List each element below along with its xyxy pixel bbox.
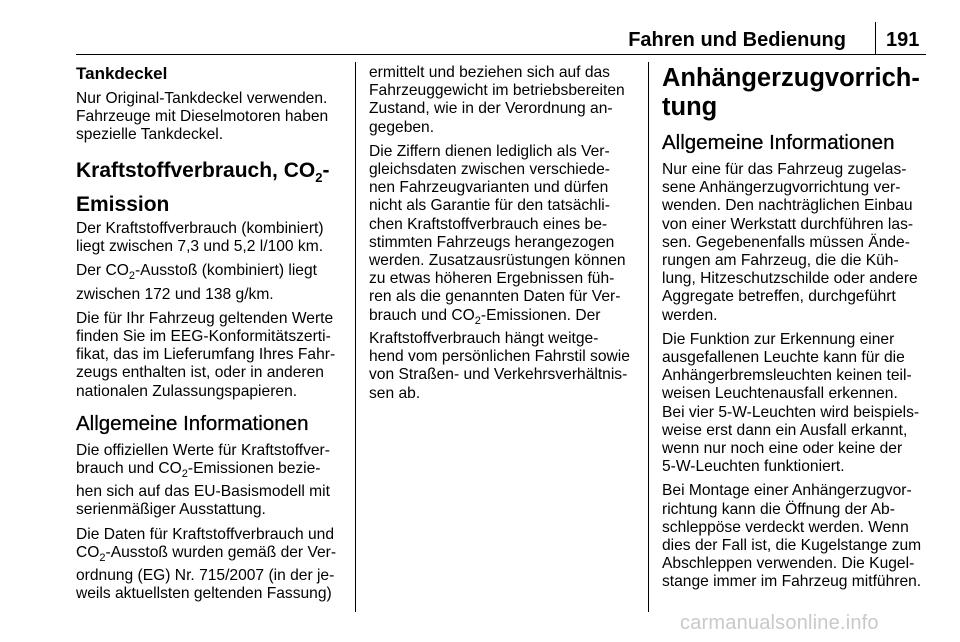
text-line: zeugs enthalten ist, oder in anderen (76, 364, 324, 382)
text-line: sen. Gegebenenfalls müssen Ände- (662, 233, 910, 251)
text-line: ren als die genannten Daten für Ver- (369, 288, 621, 306)
text-line: sen ab. (369, 384, 421, 402)
text-line: Die Ziffern dienen lediglich als Ver- (369, 142, 610, 160)
text-run: -Ausstoß (kombiniert) liegt (134, 262, 317, 280)
paragraph-montage (662, 482, 928, 591)
heading-text: tung (662, 93, 718, 121)
text-line: ordnung (EG) Nr. 715/2007 (in der je- (76, 567, 335, 585)
text-run: CO (76, 543, 100, 561)
text-line: 5-W-Leuchten funktioniert. (662, 458, 845, 476)
heading-tankdeckel: Tankdeckel (76, 64, 168, 83)
column-divider-1 (355, 62, 356, 612)
text-line: gegeben. (369, 118, 435, 136)
text-line: chen Kraftstoffverbrauch eines be- (369, 215, 608, 233)
text-line: finden Sie im EEG-Konformitätszerti- (76, 327, 331, 345)
text-line: Die für Ihr Fahrzeug geltenden Werte (76, 309, 334, 327)
text-line (76, 544, 348, 567)
column-2 (369, 64, 641, 409)
column-3 (662, 64, 928, 598)
text-line: schleppöse verdeckt werden. Wenn (662, 518, 909, 536)
text-line (76, 262, 348, 285)
heading-text: - (322, 158, 330, 182)
heading-text: Emission (76, 192, 170, 216)
text-line: serienmäßiger Ausstattung. (76, 501, 266, 519)
text-line: Kraftstoffverbrauch hängt weitge- (369, 329, 599, 347)
text-line: stimmten Fahrzeugs herangezogen (369, 233, 615, 251)
text-line: werden. Zusatzausrüstungen können (369, 252, 626, 270)
heading-text: Anhängerzugvorrich- (662, 64, 920, 92)
text-line: Die Funktion zur Erkennung einer (662, 330, 895, 348)
text-line: ermittelt und beziehen sich auf das (369, 64, 610, 81)
text-line: nationalen Zulassungspapieren. (76, 382, 298, 400)
subscript: 2 (99, 551, 106, 564)
text-line: Die offiziellen Werte für Kraftstoffver- (76, 441, 330, 459)
paragraph-werte (76, 310, 348, 401)
text-line: zu etwas höheren Ergebnissen füh- (369, 270, 615, 288)
paragraph-daten (76, 526, 348, 604)
watermark: carmanualsonline.info (680, 612, 879, 634)
text-line: Nur Original-Tankdeckel verwenden. (76, 90, 328, 107)
text-line: wenden. Den nachträglichen Einbau (662, 197, 913, 215)
text-line: gleichsdaten zwischen verschiede- (369, 161, 610, 179)
header-rule (76, 54, 926, 55)
paragraph-co2 (76, 262, 348, 304)
text-line: Abschleppen verwenden. Die Kugel- (662, 555, 915, 573)
text-line: rungen am Fahrzeug, die die Küh- (662, 252, 899, 270)
heading-kraftstoffverbrauch (76, 157, 348, 218)
text-run: brauch und CO (369, 306, 475, 324)
text-line: Aggregate betreffen, durchgeführt (662, 288, 896, 306)
paragraph-tankdeckel (76, 90, 348, 145)
text-line (76, 460, 348, 483)
text-line: werden. (662, 306, 718, 324)
page-number: 191 (886, 29, 920, 51)
subscript: 2 (181, 468, 188, 481)
paragraph-ermittelt (369, 64, 641, 137)
text-line: Zustand, wie in der Verordnung an- (369, 100, 613, 118)
paragraph-zugelassen (662, 161, 928, 325)
subscript: 2 (474, 314, 481, 327)
heading-allgemeine-informationen: Allgemeine Informationen (76, 411, 309, 435)
heading-allgemeine-informationen-2: Allgemeine Informationen (662, 131, 895, 154)
header-divider-tick (875, 22, 876, 55)
subscript: 2 (128, 270, 135, 283)
text-line: Der Kraftstoffverbrauch (kombiniert) (76, 219, 324, 237)
text-line: hend vom persönlichen Fahrstil sowie (369, 348, 630, 366)
paragraph-ziffern (369, 143, 641, 403)
text-line: nen Fahrzeugvarianten und dürfen (369, 179, 609, 197)
running-title: Fahren und Bedienung (628, 29, 846, 51)
paragraph-offizielle-werte (76, 442, 348, 520)
text-line: richtung kann die Öffnung der Ab- (662, 500, 895, 518)
text-line: fikat, das im Lieferumfang Ihres Fahr- (76, 346, 336, 364)
text-line: hen sich auf das EU-Basismodell mit (76, 483, 330, 501)
text-line: Anhängerbremsleuchten keinen teil- (662, 367, 912, 385)
column-1 (76, 64, 348, 610)
text-run: -Emissionen bezie- (187, 459, 321, 477)
paragraph-verbrauch (76, 220, 348, 256)
text-line: sene Anhängerzugvorrichtung ver- (662, 179, 901, 197)
paragraph-leuchtenausfall (662, 331, 928, 477)
text-line: spezielle Tankdeckel. (76, 126, 224, 144)
text-line: ausgefallenen Leuchte kann für die (662, 349, 905, 367)
text-line: Fahrzeuggewicht im betriebsbereiten (369, 82, 625, 100)
column-divider-2 (648, 62, 649, 612)
text-run: brauch und CO (76, 459, 182, 477)
text-line: von einer Werkstatt durchführen las- (662, 215, 914, 233)
heading-text: Kraftstoffverbrauch, CO (76, 158, 316, 182)
text-line: dies der Fall ist, die Kugelstange zum (662, 537, 922, 555)
text-line (369, 307, 641, 330)
text-line: von Straßen- und Verkehrsverhältnis- (369, 366, 628, 384)
text-line: stange immer im Fahrzeug mitführen. (662, 573, 922, 591)
text-line: Fahrzeuge mit Dieselmotoren haben (76, 108, 329, 126)
text-line: weisen Leuchtenausfall erkennen. (662, 385, 898, 403)
text-line: Bei Montage einer Anhängerzugvor- (662, 482, 912, 500)
text-line: weise erst dann ein Ausfall erkannt, (662, 421, 908, 439)
heading-anhaengerzugvorrichtung (662, 64, 928, 122)
text-run: -Ausstoß wurden gemäß der Ver- (105, 543, 337, 561)
text-line: nicht als Garantie für den tatsächli- (369, 197, 610, 215)
text-line: liegt zwischen 7,3 und 5,2 l/100 km. (76, 238, 324, 255)
text-line: wenn nur noch eine oder keine der (662, 440, 903, 458)
text-line: lung, Hitzeschutzschilde oder andere (662, 270, 918, 288)
text-line: weils aktuellsten geltenden Fassung) (76, 585, 332, 603)
text-line: zwischen 172 und 138 g/km. (76, 285, 274, 303)
text-line: Nur eine für das Fahrzeug zugelas- (662, 161, 907, 178)
text-run: -Emissionen. Der (480, 306, 601, 324)
text-run: Der CO (76, 262, 129, 280)
page-header (0, 22, 960, 54)
text-line: Bei vier 5-W-Leuchten wird beispiels- (662, 403, 920, 421)
text-line: Die Daten für Kraftstoffverbrauch und (76, 525, 335, 543)
subscript: 2 (315, 169, 323, 185)
